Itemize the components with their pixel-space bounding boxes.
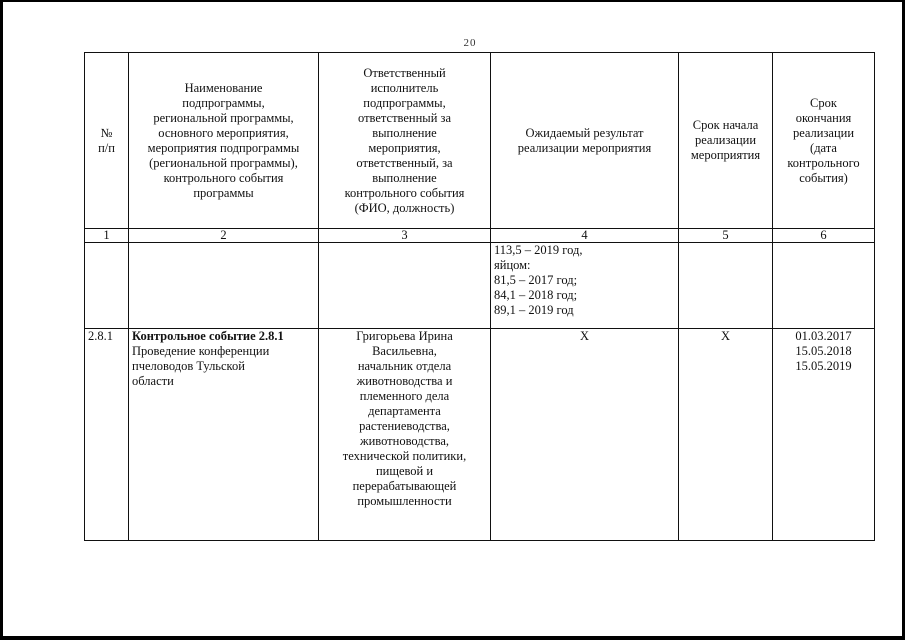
table-row	[85, 329, 875, 541]
header-row	[85, 53, 875, 229]
event-description: Проведение конференции пчеловодов Тульской области	[132, 344, 270, 388]
event-number: 2.8.1	[85, 329, 129, 541]
column-number: 1	[85, 229, 129, 243]
event-end-dates: 01.03.2017 15.05.2018 15.05.2019	[773, 329, 875, 541]
header-name: Наименование подпрограммы, региональной программы, основного мероприятия, мероприятия подпрограммы (региональной программы), контрольного события программы	[129, 53, 319, 229]
column-number-row	[85, 229, 875, 243]
program-table	[84, 52, 875, 541]
event-title: Контрольное событие 2.8.1	[132, 329, 284, 343]
event-name	[129, 329, 319, 541]
event-result: Х	[491, 329, 679, 541]
scan-border-bottom	[0, 636, 905, 640]
page-number: 20	[463, 37, 477, 49]
empty-cell	[319, 243, 491, 329]
empty-cell	[129, 243, 319, 329]
event-responsible: Григорьева Ирина Васильевна, начальник отдела животноводства и племенного дела департамента растениеводства, животноводства, технической политики, пищевой и перерабатывающей промышленности	[319, 329, 491, 541]
event-start: Х	[679, 329, 773, 541]
table-row	[85, 243, 875, 329]
column-number: 6	[773, 229, 875, 243]
column-number: 3	[319, 229, 491, 243]
header-result: Ожидаемый результат реализации мероприятия	[491, 53, 679, 229]
header-end: Срок окончания реализации (дата контрольного события)	[773, 53, 875, 229]
continuation-result: 113,5 – 2019 год, яйцом: 81,5 – 2017 год; 84,1 – 2018 год; 89,1 – 2019 год	[491, 243, 679, 329]
header-responsible: Ответственный исполнитель подпрограммы, ответственный за выполнение мероприятия, ответственный, за выполнение контрольного события (ФИО, должность)	[319, 53, 491, 229]
scan-border-left	[0, 0, 3, 640]
scan-border-top	[0, 0, 905, 2]
empty-cell	[85, 243, 129, 329]
empty-cell	[679, 243, 773, 329]
header-number: № п/п	[85, 53, 129, 229]
header-start: Срок начала реализации мероприятия	[679, 53, 773, 229]
empty-cell	[773, 243, 875, 329]
column-number: 2	[129, 229, 319, 243]
column-number: 5	[679, 229, 773, 243]
column-number: 4	[491, 229, 679, 243]
